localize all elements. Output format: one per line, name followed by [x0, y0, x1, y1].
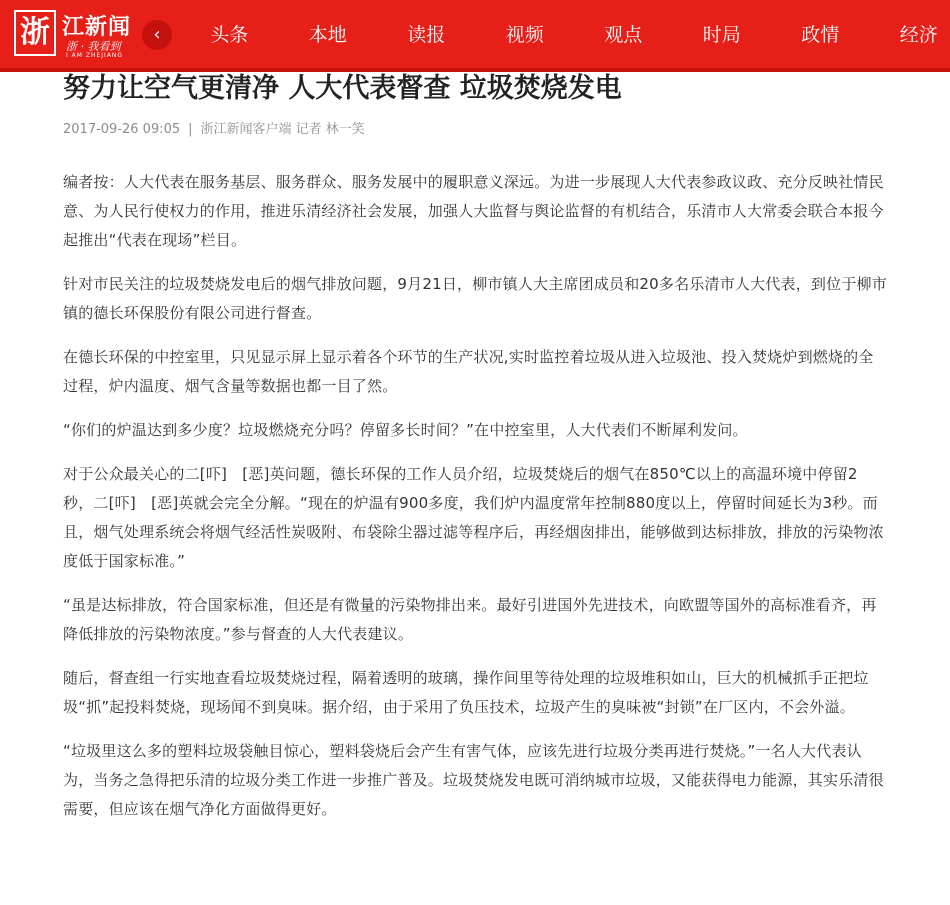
- channel-nav: [180, 0, 950, 68]
- paragraph: 针对市民关注的垃圾焚烧发电后的烟气排放问题，9月21日，柳市镇人大主席团成员和20多名乐清市人大代表，到位于柳市镇的德长环保股份有限公司进行督查。: [63, 275, 887, 322]
- article-source: 浙江新闻客户端 记者 林一笑: [200, 122, 365, 137]
- nav-item-bendi[interactable]: 本地: [308, 24, 347, 46]
- nav-item-guandian[interactable]: 观点: [604, 24, 643, 46]
- nav-item-jingji[interactable]: 经济: [899, 24, 938, 46]
- article-title: 努力让空气更清净 人大代表督查 垃圾焚烧发电: [63, 73, 622, 104]
- nav-item-shipin[interactable]: 视频: [505, 24, 544, 46]
- article-datetime: 2017-09-26 09:05: [63, 122, 181, 137]
- logo-slogan: 浙 · 我看到: [66, 40, 121, 53]
- back-icon[interactable]: ‹: [142, 20, 172, 50]
- paragraph: 对于公众最关心的二[吓] [恶]英问题，德长环保的工作人员介绍，垃圾焚烧后的烟气在850℃以上的高温环境中停留2秒，二[吓] [恶]英就会完全分解。“现在的炉温有900多度，我们炉内温度常年控制880度以上，停留时间延长为3秒。而且，烟气处理系统会将烟气经活性炭吸附、布袋除尘器过滤等程序后，再经烟囱排出，能够做到达标排放，排放的污染物浓度低于国家标准。”: [63, 465, 884, 570]
- logo-subtitle: I AM ZHEJIANG: [66, 52, 124, 59]
- top-navigation-bar: [0, 0, 950, 72]
- paragraph: 随后，督查组一行实地查看垃圾焚烧过程，隔着透明的玻璃，操作间里等待处理的垃圾堆积如山，巨大的机械抓手正把垃圾“抓”起投料焚烧，现场闻不到臭味。据介绍，由于采用了负压技术，垃圾产生的臭味被“封锁”在厂区内，不会外溢。: [63, 669, 869, 716]
- nav-item-zhengqing[interactable]: 政情: [801, 24, 840, 46]
- logo-name: 江新闻: [62, 14, 132, 40]
- article-meta: [63, 118, 365, 137]
- article-body: [63, 168, 888, 839]
- paragraph: 编者按：人大代表在服务基层、服务群众、服务发展中的履职意义深远。为进一步展现人大代表参政议政、充分反映社情民意、为人民行使权力的作用，推进乐清经济社会发展，加强人大监督与舆论监督的有机结合，乐清市人大常委会联合本报今起推出“代表在现场”栏目。: [63, 173, 884, 249]
- logo-mark: 浙: [14, 10, 56, 56]
- paragraph: “你们的炉温达到多少度？垃圾燃烧充分吗？停留多长时间？”在中控室里，人大代表们不断犀利发问。: [63, 421, 748, 439]
- nav-item-dubao[interactable]: 读报: [407, 24, 446, 46]
- paragraph: “垃圾里这么多的塑料垃圾袋触目惊心，塑料袋烧后会产生有害气体，应该先进行垃圾分类再进行焚烧。”一名人大代表认为，当务之急得把乐清的垃圾分类工作进一步推广普及。垃圾焚烧发电既可消纳城市垃圾，又能获得电力能源，其实乐清很需要，但应该在烟气净化方面做得更好。: [63, 742, 884, 818]
- nav-item-shiju[interactable]: 时局: [702, 24, 741, 46]
- nav-item-toutiao[interactable]: 头条: [210, 24, 249, 46]
- meta-separator: |: [188, 122, 193, 137]
- paragraph: “虽是达标排放，符合国家标准，但还是有微量的污染物排出来。最好引进国外先进技术，向欧盟等国外的高标准看齐，再降低排放的污染物浓度。”参与督查的人大代表建议。: [63, 596, 877, 643]
- site-logo[interactable]: [14, 10, 134, 60]
- paragraph: 在德长环保的中控室里，只见显示屏上显示着各个环节的生产状况,实时监控着垃圾从进入垃圾池、投入焚烧炉到燃烧的全过程，炉内温度、烟气含量等数据也都一目了然。: [63, 348, 874, 395]
